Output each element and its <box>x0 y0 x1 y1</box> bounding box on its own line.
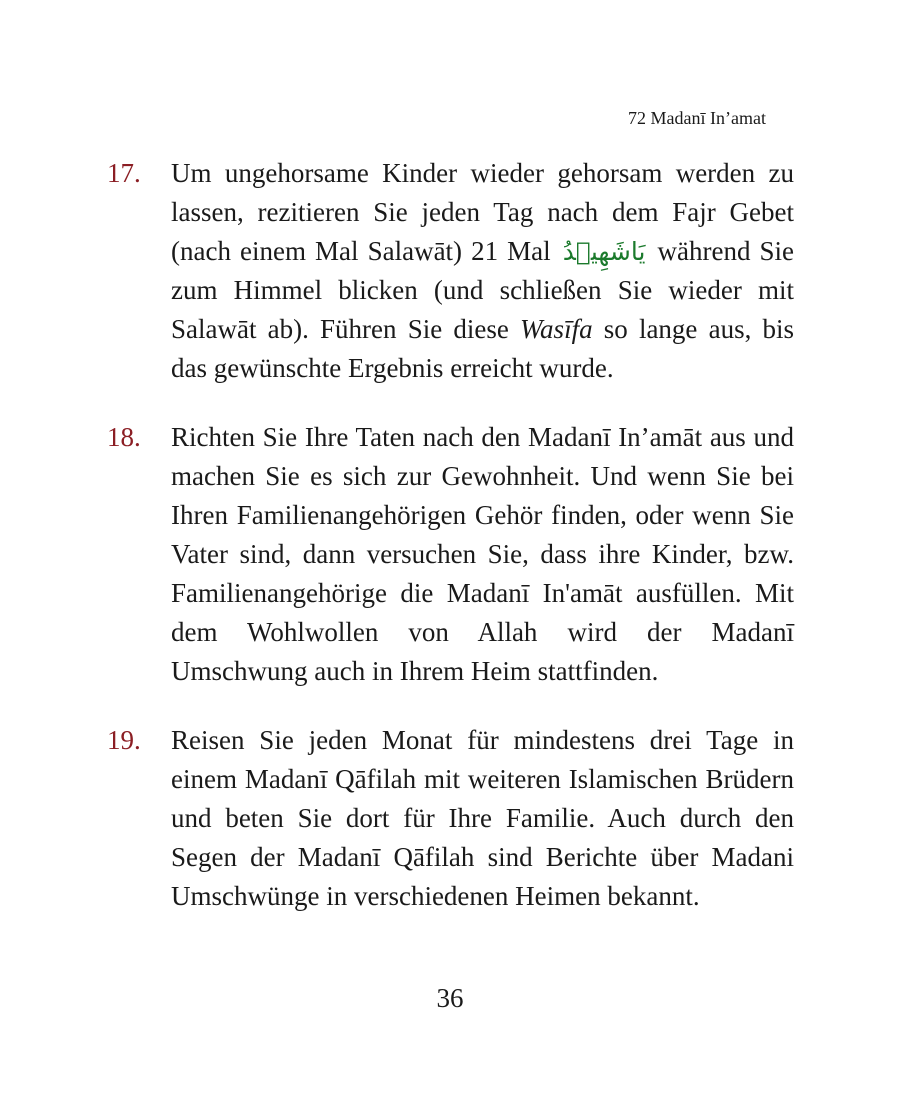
list-item-19 <box>0 721 900 916</box>
emphasized-term: Wasīfa <box>520 314 593 344</box>
numbered-list <box>0 154 900 946</box>
arabic-invocation: يَاشَهِيۡدُ <box>562 237 646 266</box>
list-item-17 <box>0 154 900 388</box>
page-number: 36 <box>436 983 464 1013</box>
item-text-part: während Sie zum Himmel blicken (und schließen Sie wieder mit Salawāt ab). Führen Sie diese <box>171 236 794 344</box>
running-header: 72 Madanī In’amat <box>628 108 766 128</box>
item-number: 19. <box>107 725 141 755</box>
item-text: Richten Sie Ihre Taten nach den Madanī In’amāt aus und machen Sie es sich zur Gewohnheit. Und wenn Sie bei Ihren Familienangehörigen Gehör finden, oder wenn Sie Vater sind, dann versuchen Sie, dass ihre Kinder, bzw. Familienangehörige die Madanī In'amāt ausfüllen. Mit dem Wohlwollen von Allah wird der Madanī Umschwung auch in Ihrem Heim stattfinden. <box>171 422 794 686</box>
item-number: 18. <box>107 422 141 452</box>
list-item-18 <box>0 418 900 691</box>
item-text-part: so lange aus, bis das gewünschte Ergebnis erreicht wurde. <box>171 314 795 383</box>
item-text: Reisen Sie jeden Monat für mindestens drei Tage in einem Madanī Qāfilah mit weiteren Islamischen Brüdern und beten Sie dort für Ihre Familie. Auch durch den Segen der Madanī Qāfilah sind Berichte über Madani Umschwünge in verschiedenen Heimen bekannt. <box>171 725 794 911</box>
item-number: 17. <box>107 158 141 188</box>
item-text-part: Um ungehorsame Kinder wieder gehorsam werden zu lassen, rezitieren Sie jeden Tag nach dem Fajr Gebet (nach einem Mal Salawāt) 21 Mal <box>171 158 794 266</box>
item-text <box>171 154 794 388</box>
